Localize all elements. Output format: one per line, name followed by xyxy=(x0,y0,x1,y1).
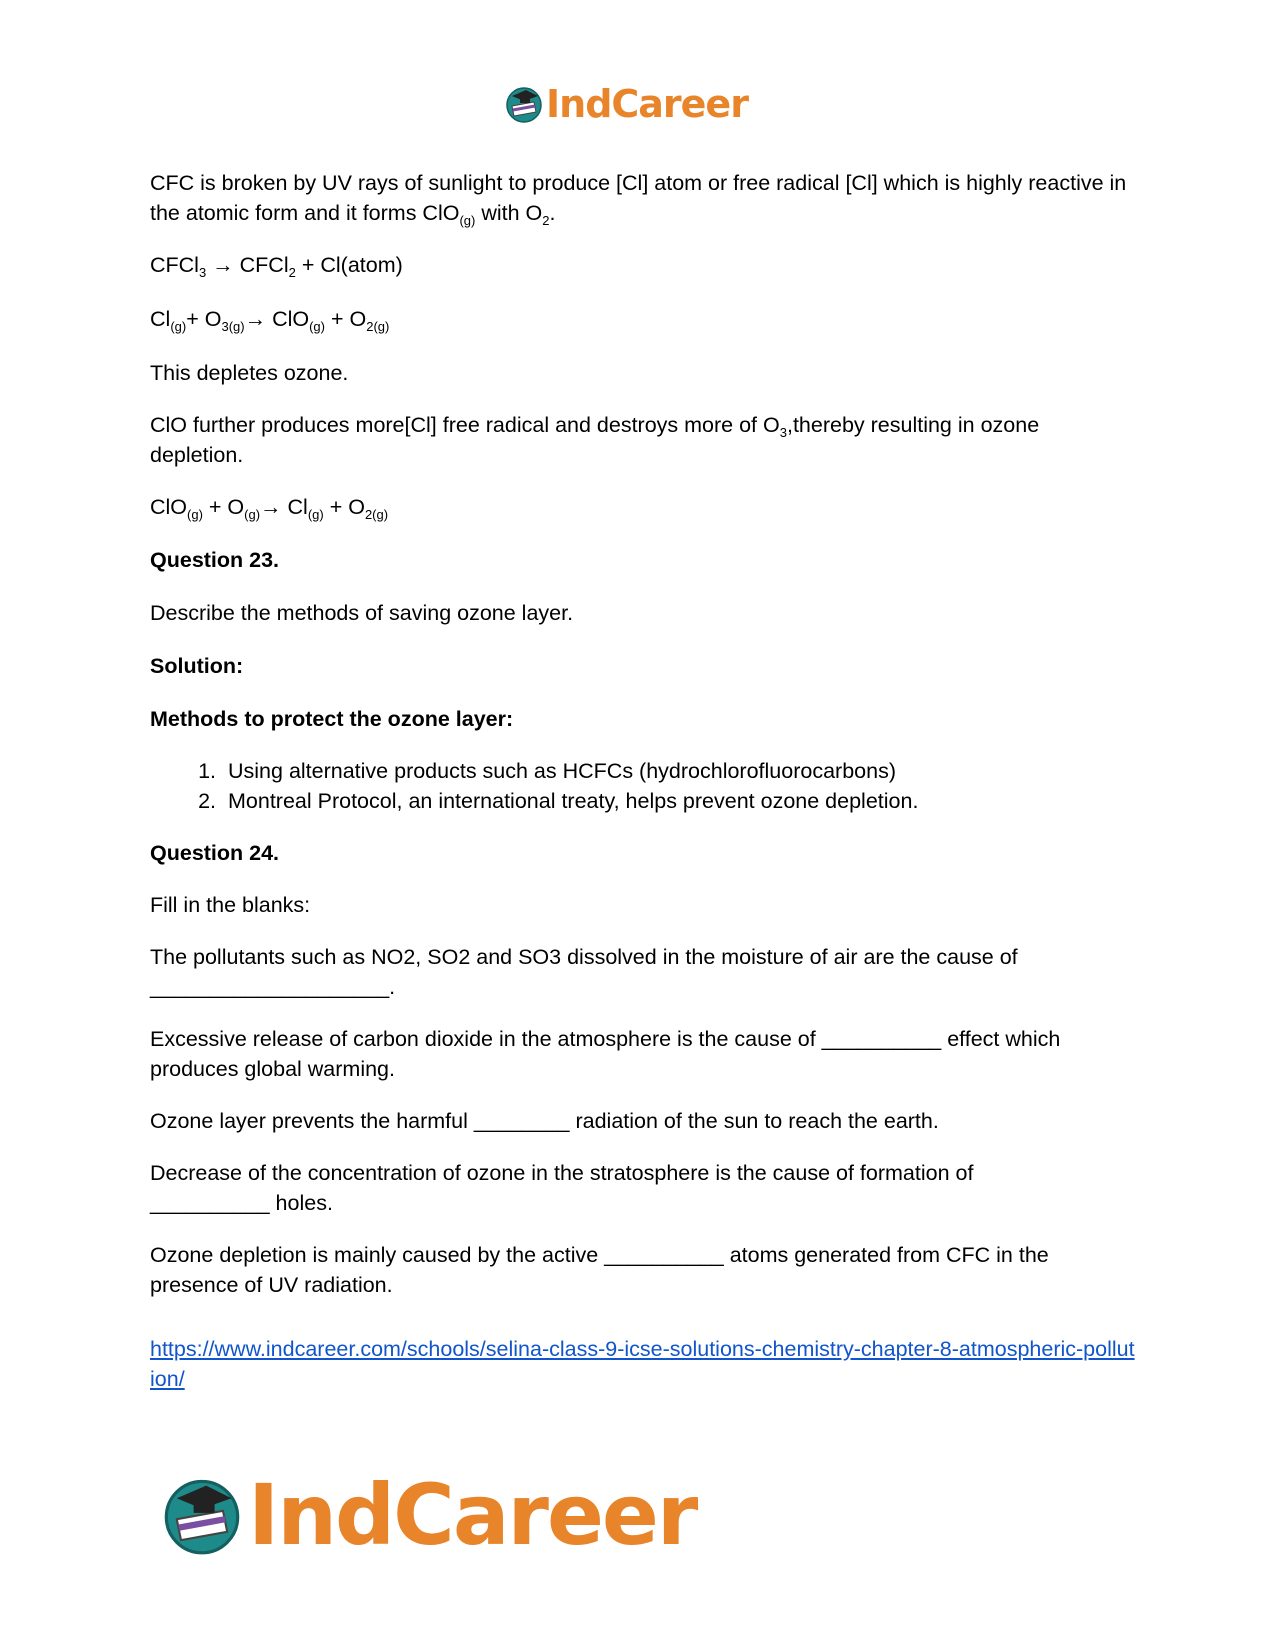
equation-clo-oxygen: $ClO_{(g)} + O_{(g)}\to Cl_{(g)} + O_{2(g)}$ xyxy=(150,495,389,522)
brand-name: IndCareer xyxy=(546,82,748,126)
blank-item-3: Ozone layer prevents the harmful ________ radiation of the sun to reach the earth. xyxy=(150,1109,939,1133)
question-23-text: Describe the methods of saving ozone layer. xyxy=(150,601,574,625)
paragraph-clo-further: ClO further produces more[Cl] free radical and destroys more of $O_3,thereby$ resulting in ozone depletion. xyxy=(150,413,1040,467)
blank-item-5: Ozone depletion is mainly caused by the active __________ atoms generated from CFC in the presence of UV radiation. xyxy=(150,1243,1049,1297)
blank-item-2: Excessive release of carbon dioxide in the atmosphere is the cause of __________ effect which produces global warming. xyxy=(150,1027,1061,1081)
methods-list xyxy=(150,756,1135,816)
equation-cfcl3: CFCl$_3$ → CFCl$_2$ + Cl(atom) xyxy=(150,253,403,280)
source-link-container xyxy=(150,1334,1135,1394)
equation-cl-ozone: $Cl_{(g)}+ O_{3(g)}\to ClO_{(g)} + O_{2(g)}$ xyxy=(150,307,390,334)
blank-item-4: Decrease of the concentration of ozone in the stratosphere is the cause of formation of __________ holes. xyxy=(150,1161,974,1215)
header-logo xyxy=(504,80,748,128)
brand-name: IndCareer xyxy=(248,1466,697,1564)
question-24-title: Question 24. xyxy=(150,841,280,865)
methods-title: Methods to protect the ozone layer: xyxy=(150,707,514,731)
footer-logo xyxy=(160,1466,697,1564)
list-item: 2. Montreal Protocol, an international treaty, helps prevent ozone depletion. xyxy=(222,786,1135,816)
graduation-cap-book-globe-icon xyxy=(504,84,544,124)
question-24-text: Fill in the blanks: xyxy=(150,893,311,917)
blank-item-1: The pollutants such as NO2, SO2 and SO3 dissolved in the moisture of air are the cause of ____________________. xyxy=(150,945,1018,999)
solution-label: Solution: xyxy=(150,654,244,678)
source-link[interactable]: https://www.indcareer.com/schools/selina-class-9-icse-solutions-chemistry-chapter-8-atmospheric-pollution/ xyxy=(150,1337,1135,1391)
graduation-cap-book-globe-icon xyxy=(160,1473,244,1557)
question-23-title: Question 23. xyxy=(150,548,280,572)
list-item: 1. Using alternative products such as HCFCs (hydrochlorofluorocarbons) xyxy=(222,756,1135,786)
paragraph-depletes: This depletes ozone. xyxy=(150,361,349,385)
paragraph-cfc-breakdown: CFC is broken by UV rays of sunlight to produce [Cl] atom or free radical [Cl] which is highly reactive in the atomic form and it forms ClO$_{(g)}$ with $O_2$. xyxy=(150,171,1127,228)
